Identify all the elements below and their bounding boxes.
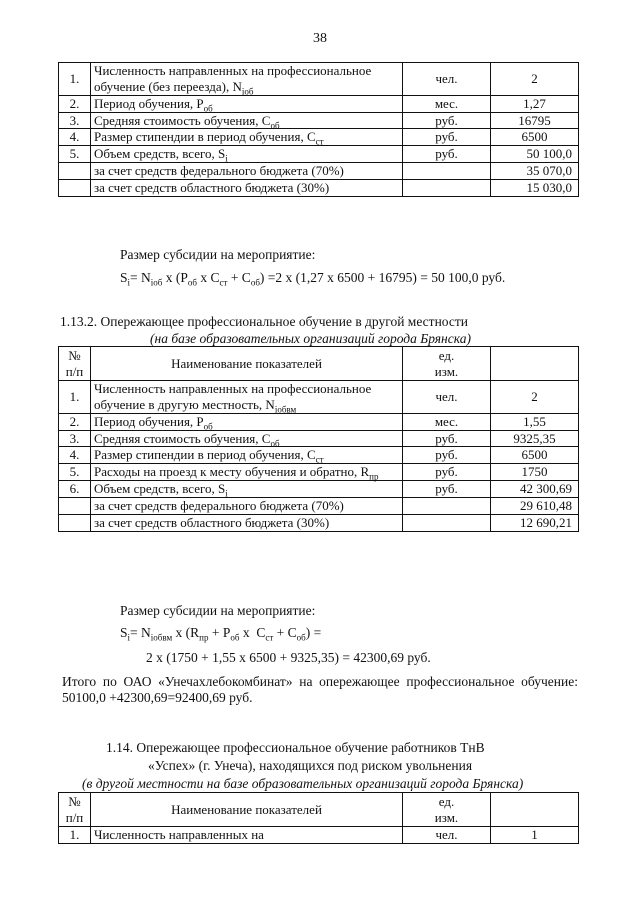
row-unit: чел. (403, 63, 491, 96)
row-unit: руб. (403, 146, 491, 163)
table-row (59, 430, 579, 447)
table-row (59, 381, 579, 414)
row-unit (403, 498, 491, 515)
row-num (59, 514, 91, 531)
row-num: 5. (59, 464, 91, 481)
row-value: 16795 (491, 112, 579, 129)
header-unit: ед. изм. (403, 347, 491, 381)
table-row (59, 498, 579, 515)
table-2 (58, 346, 579, 532)
subsidy-label-1: Размер субсидии на мероприятие: (120, 247, 316, 262)
row-num: 3. (59, 112, 91, 129)
row-unit: руб. (403, 481, 491, 498)
row-value: 35 070,0 (491, 163, 579, 180)
row-num: 2. (59, 413, 91, 430)
row-name: Численность направленных на профессиональное обучение (без переезда), $N_{iоб}$ (91, 63, 403, 96)
table-row (59, 146, 579, 163)
row-value: 1 (491, 827, 579, 844)
row-unit: руб. (403, 464, 491, 481)
section-1132-title: 1.13.2. Опережающее профессиональное обучение в другой местности (60, 314, 468, 329)
row-value: 6500 (491, 447, 579, 464)
header-name: Наименование показателей (91, 347, 403, 381)
subsidy-formula-2-line1: $S_i= N_{iобвм}$ x ($R_{пр} + Р_{об}$ x $С_{ст} + С_{об}$) = (120, 625, 322, 643)
table-1 (58, 62, 579, 197)
row-value: 6500 (491, 129, 579, 146)
row-unit (403, 514, 491, 531)
row-num: 4. (59, 447, 91, 464)
row-value: 1750 (491, 464, 579, 481)
page-number: 38 (313, 31, 327, 46)
subsidy-formula-2-line2: 2 x (1750 + 1,55 x 6500 + 9325,35) = 42300,69 руб. (146, 650, 431, 665)
header-num: № п/п (59, 347, 91, 381)
header-name: Наименование показателей (91, 793, 403, 827)
row-value: 2 (491, 381, 579, 414)
table-row (59, 129, 579, 146)
row-name: Размер стипендии в период обучения, $С_{ст}$ (91, 447, 403, 464)
row-value: 2 (491, 63, 579, 96)
row-unit: руб. (403, 430, 491, 447)
table-row (59, 447, 579, 464)
row-value: 42 300,69 (491, 481, 579, 498)
table-row (59, 827, 579, 844)
table-row (59, 180, 579, 197)
row-num: 3. (59, 430, 91, 447)
row-value: 1,27 (491, 95, 579, 112)
header-value (491, 347, 579, 381)
table-row (59, 63, 579, 96)
table-row (59, 481, 579, 498)
row-num (59, 498, 91, 515)
total-text: Итого по ОАО «Унечахлебокомбинат» на опережающее профессиональное обучение: 50100,0 +42300,69=92400,69 руб. (62, 674, 578, 706)
row-num: 1. (59, 827, 91, 844)
row-value: 12 690,21 (491, 514, 579, 531)
row-value: 9325,35 (491, 430, 579, 447)
row-value: 50 100,0 (491, 146, 579, 163)
row-name: Численность направленных на (91, 827, 403, 844)
row-name: Объем средств, всего, $S_i$ (91, 146, 403, 163)
row-name: Период обучения, $Р_{об}$ (91, 95, 403, 112)
section-114-title-line1: 1.14. Опережающее профессиональное обучение работников ТнВ (106, 740, 485, 755)
row-num: 1. (59, 381, 91, 414)
row-name: за счет средств федерального бюджета (70%) (91, 498, 403, 515)
row-num: 6. (59, 481, 91, 498)
row-value: 15 030,0 (491, 180, 579, 197)
subsidy-formula-1: $S_i= N_{iоб}$ x ($Р_{об}$ x $С_{ст} + С_{об}) =2$ x (1,27 x 6500 + 16795) = 50 100,0 руб. (120, 270, 506, 288)
subsidy-label-2: Размер субсидии на мероприятие: (120, 603, 316, 618)
row-name: Численность направленных на профессиональное обучение в другую местность, $N_{iобвм}$ (91, 381, 403, 414)
row-unit: чел. (403, 827, 491, 844)
row-unit (403, 180, 491, 197)
row-num: 5. (59, 146, 91, 163)
table-row (59, 112, 579, 129)
row-name: Расходы на проезд к месту обучения и обратно, $R_{пр}$ (91, 464, 403, 481)
header-value (491, 793, 579, 827)
row-num: 4. (59, 129, 91, 146)
row-name: за счет средств областного бюджета (30%) (91, 514, 403, 531)
table-row (59, 163, 579, 180)
row-unit: руб. (403, 112, 491, 129)
row-unit: руб. (403, 129, 491, 146)
table-row (59, 413, 579, 430)
row-num (59, 180, 91, 197)
row-unit: руб. (403, 447, 491, 464)
row-name: Средняя стоимость обучения, $С_{об}$ (91, 112, 403, 129)
row-num (59, 163, 91, 180)
header-num: № п/п (59, 793, 91, 827)
row-name: Размер стипендии в период обучения, $С_{ст}$ (91, 129, 403, 146)
row-value: 29 610,48 (491, 498, 579, 515)
row-value: 1,55 (491, 413, 579, 430)
section-114-title-line2: «Успех» (г. Унеча), находящихся под риском увольнения (148, 758, 473, 773)
row-num: 2. (59, 95, 91, 112)
section-1132-subtitle: (на базе образовательных организаций города Брянска) (150, 331, 471, 346)
row-unit: чел. (403, 381, 491, 414)
row-name: Средняя стоимость обучения, $С_{об}$ (91, 430, 403, 447)
table-row (59, 514, 579, 531)
table-3 (58, 792, 579, 844)
row-name: Объем средств, всего, $S_i$ (91, 481, 403, 498)
row-name: за счет средств федерального бюджета (70%) (91, 163, 403, 180)
table-row (59, 95, 579, 112)
header-unit: ед. изм. (403, 793, 491, 827)
table-row (59, 464, 579, 481)
row-unit: мес. (403, 413, 491, 430)
row-unit (403, 163, 491, 180)
section-114-subtitle: (в другой местности на базе образовательных организаций города Брянска) (82, 776, 524, 791)
row-name: за счет средств областного бюджета (30%) (91, 180, 403, 197)
row-unit: мес. (403, 95, 491, 112)
row-num: 1. (59, 63, 91, 96)
row-name: Период обучения, $Р_{об}$ (91, 413, 403, 430)
